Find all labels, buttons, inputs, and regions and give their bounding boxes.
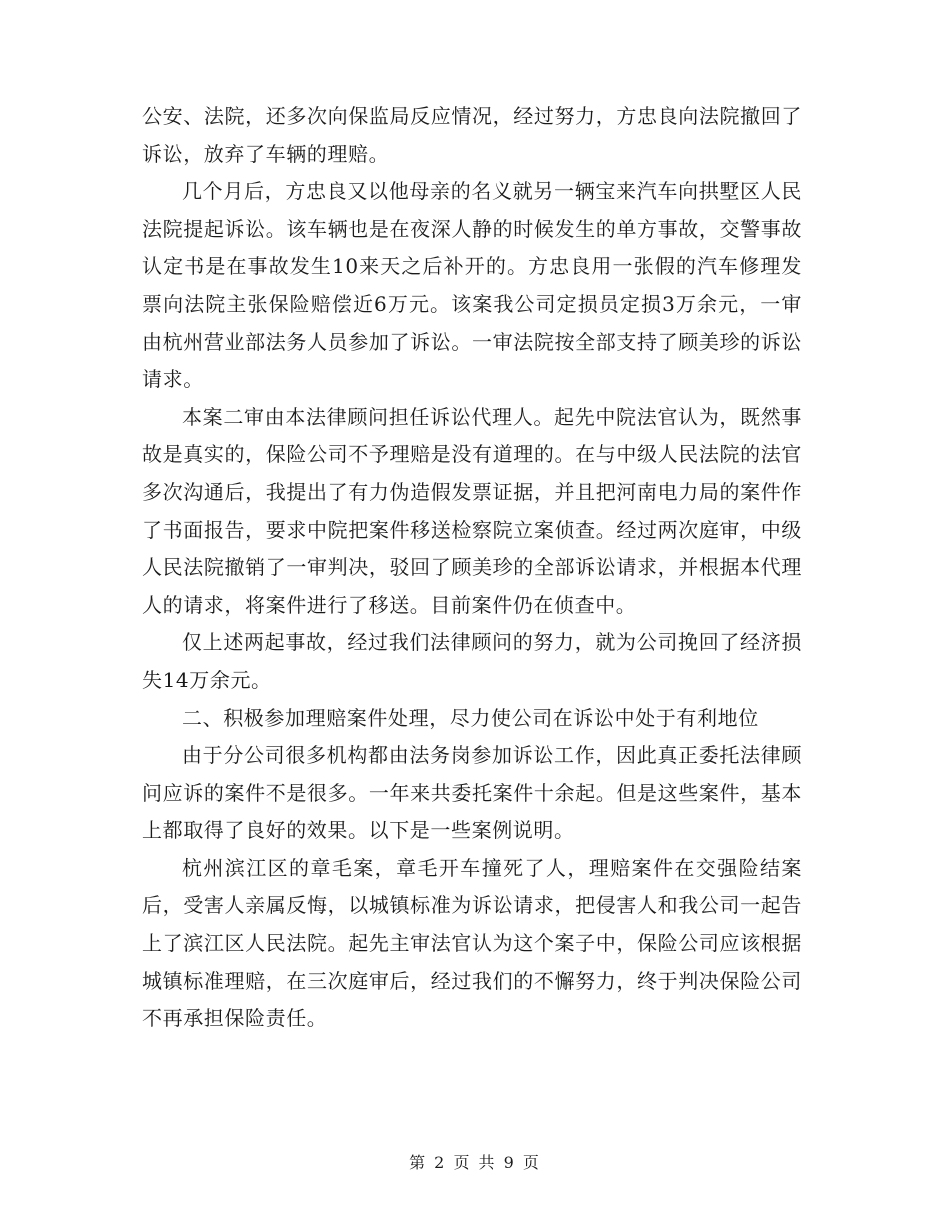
paragraph-second-lawsuit: 几个月后，方忠良又以他母亲的名义就另一辆宝来汽车向拱墅区人民法院提起诉讼。该车辆也是在夜深人静的时候发生的单方事故，交警事故认定书是在事故发生10来天之后补开的。方忠良用一张假的汽车修理发票向法院主张保险赔偿近6万元。该案我公司定损员定损3万余元，一审由杭州营业部法务人员参加了诉讼。一审法院按全部支持了顾美珍的诉讼请求。 <box>142 179 802 392</box>
paragraph-case-example: 杭州滨江区的章毛案，章毛开车撞死了人，理赔案件在交强险结案后，受害人亲属反悔，以城镇标准为诉讼请求，把侵害人和我公司一起告上了滨江区人民法院。起先主审法官认为这个案子中，保险公司应该根据城镇标准理赔，在三次庭审后，经过我们的不懈努力，终于判决保险公司不再承担保险责任。 <box>142 855 802 1031</box>
section-heading: 二、积极参加理赔案件处理，尽力使公司在诉讼中处于有利地位 <box>182 705 759 730</box>
page-number-footer: 第 2 页 共 9 页 <box>409 1153 541 1172</box>
paragraph-appeal: 本案二审由本法律顾问担任诉讼代理人。起先中院法官认为，既然事故是真实的，保险公司不予理赔是没有道理的。在与中级人民法院的法官多次沟通后，我提出了有力伪造假发票证据，并且把河南电力局的案件作了书面报告，要求中院把案件移送检察院立案侦查。经过两次庭审，中级人民法院撤销了一审判决，驳回了顾美珍的全部诉讼请求，并根据本代理人的请求，将案件进行了移送。目前案件仍在侦查中。 <box>142 404 802 617</box>
paragraph-case-overview: 由于分公司很多机构都由法务岗参加诉讼工作，因此真正委托法律顾问应诉的案件不是很多。一年来共委托案件十余起。但是这些案件，基本上都取得了良好的效果。以下是一些案例说明。 <box>142 743 802 843</box>
document-body <box>142 98 802 1038</box>
paragraph-continuation: 公安、法院，还多次向保监局反应情况，经过努力，方忠良向法院撤回了诉讼，放弃了车辆的理赔。 <box>142 104 802 166</box>
paragraph-recovered-loss: 仅上述两起事故，经过我们法律顾问的努力，就为公司挽回了经济损失14万余元。 <box>142 630 802 692</box>
